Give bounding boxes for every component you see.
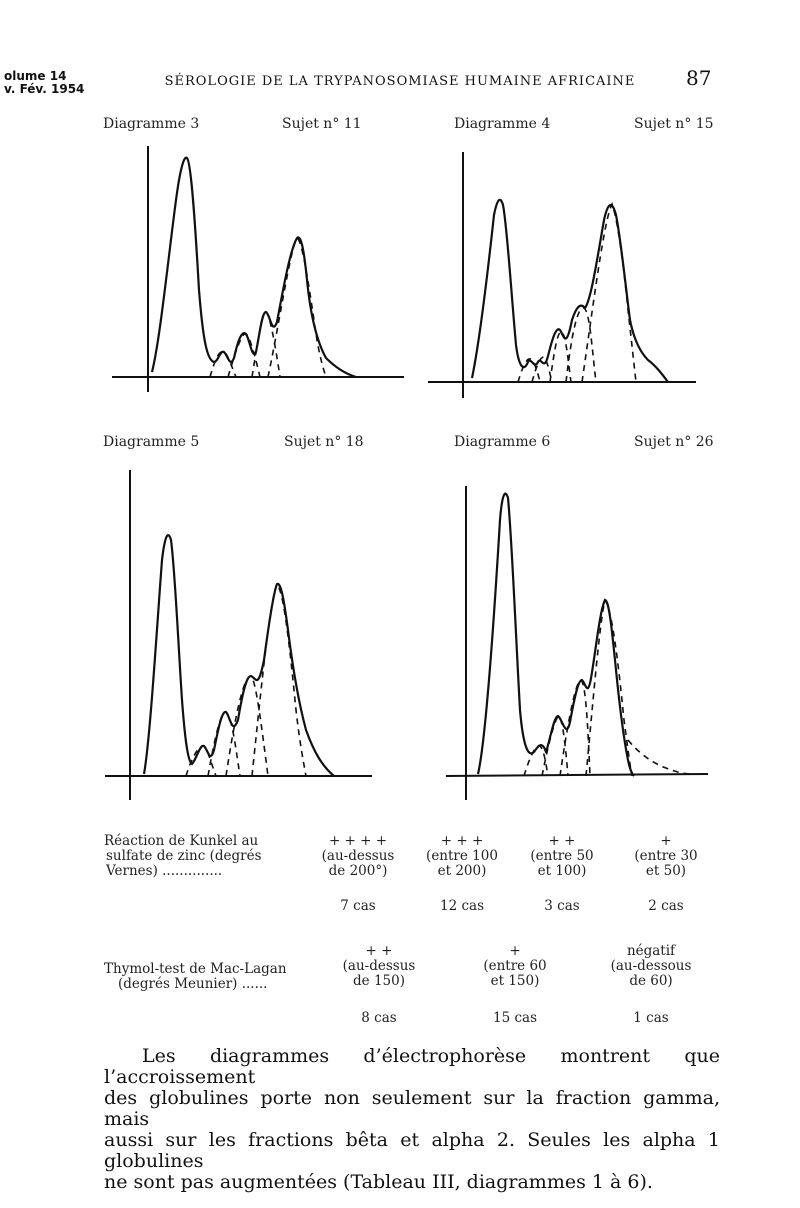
date-line: v. Fév. 1954 (4, 82, 85, 96)
kunkel-cases: 12 cas (439, 898, 484, 914)
thymol-grade: négatif (626, 943, 676, 959)
thymol-range: et 150) (490, 973, 540, 989)
diagram-6-subject: Sujet n° 26 (634, 434, 714, 450)
thymol-column-3 (596, 944, 706, 1026)
kunkel-range: et 200) (437, 863, 487, 879)
kunkel-label (104, 834, 262, 879)
kunkel-cases: 3 cas (544, 898, 580, 914)
kunkel-label-line: Réaction de Kunkel au (104, 833, 259, 849)
kunkel-column-1 (316, 834, 400, 914)
diagram-6-x-axis (446, 774, 708, 776)
kunkel-column-3 (520, 834, 604, 914)
paragraph-line: Les diagrammes d’électrophorèse montrent que l’accroissement (104, 1045, 720, 1088)
diagram-6-gamma-tail (628, 740, 692, 774)
thymol-label (104, 962, 287, 992)
kunkel-cases: 2 cas (648, 898, 684, 914)
kunkel-range: et 50) (645, 863, 687, 879)
thymol-range: (au-dessus (342, 958, 416, 974)
kunkel-range: (entre 100 (426, 848, 498, 864)
thymol-grade: + + (365, 943, 393, 959)
kunkel-cases: 7 cas (340, 898, 376, 914)
diagram-6-curve (478, 494, 634, 776)
thymol-label-line: (degrés Meunier) ...... (118, 976, 268, 992)
thymol-cases: 15 cas (492, 1010, 537, 1026)
kunkel-label-line: sulfate de zinc (degrés (106, 848, 262, 864)
kunkel-column-4 (624, 834, 708, 914)
kunkel-range: et 100) (537, 863, 587, 879)
diagram-5-label: Diagramme 5 (103, 434, 200, 450)
kunkel-grade: + + + + (328, 833, 388, 849)
thymol-range: (au-dessous (610, 958, 692, 974)
thymol-grade: + (509, 943, 521, 959)
kunkel-range: (au-dessus (321, 848, 395, 864)
page-number: 87 (686, 66, 712, 90)
kunkel-range: (entre 50 (530, 848, 594, 864)
diagram-4-subject: Sujet n° 15 (634, 116, 714, 132)
kunkel-label-line: Vernes) .............. (106, 863, 223, 879)
thymol-cases: 1 cas (633, 1010, 669, 1026)
thymol-column-2 (460, 944, 570, 1026)
diagram-6-label: Diagramme 6 (454, 434, 551, 450)
paragraph-line: aussi sur les fractions bêta et alpha 2. Seules les alpha 1 globulines (104, 1129, 720, 1172)
kunkel-range: (entre 30 (634, 848, 698, 864)
paragraph-line: ne sont pas augmentées (Tableau III, diagrammes 1 à 6). (104, 1171, 653, 1193)
paragraph-line: des globulines porte non seulement sur la fraction gamma, mais (104, 1087, 720, 1130)
kunkel-grade: + + + (440, 833, 484, 849)
diagram-4-label: Diagramme 4 (454, 116, 551, 132)
thymol-range: de 150) (353, 973, 405, 989)
volume-line: olume 14 (4, 69, 67, 83)
body-paragraph (104, 1046, 720, 1193)
kunkel-range: de 200°) (328, 863, 388, 879)
thymol-column-1 (324, 944, 434, 1026)
thymol-range: (entre 60 (483, 958, 547, 974)
diagram-3-label: Diagramme 3 (103, 116, 200, 132)
running-title: SÉROLOGIE DE LA TRYPANOSOMIASE HUMAINE AFRICAINE (164, 74, 636, 89)
diagram-3-subject: Sujet n° 11 (282, 116, 362, 132)
kunkel-grade: + + (548, 833, 576, 849)
kunkel-grade: + (660, 833, 672, 849)
thymol-range: de 60) (629, 973, 673, 989)
diagram-5-subject: Sujet n° 18 (284, 434, 364, 450)
thymol-cases: 8 cas (361, 1010, 397, 1026)
thymol-label-line: Thymol-test de Mac-Lagan (104, 961, 287, 977)
kunkel-column-2 (420, 834, 504, 914)
